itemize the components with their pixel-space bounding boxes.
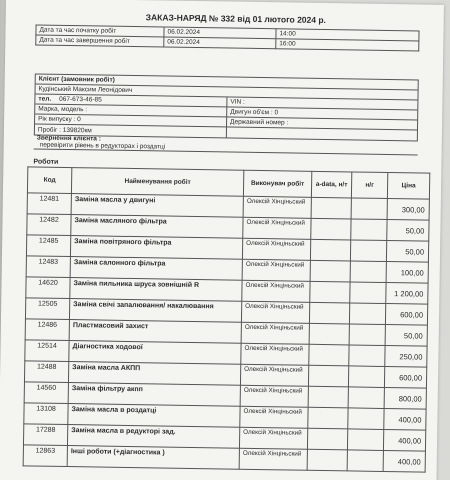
col-name: Найменування робіт <box>71 168 243 197</box>
work-executor: Олексій Хінціньский <box>239 427 307 449</box>
work-nh <box>349 303 385 325</box>
work-nh <box>350 261 386 283</box>
work-name: Заміна пильника шруса зовнішній R <box>70 278 242 302</box>
work-name: Заміна масла в роздатці <box>68 404 240 428</box>
client-block <box>34 73 419 141</box>
dates-table <box>35 24 419 51</box>
works-body <box>23 193 429 472</box>
work-price: 600,00 <box>384 366 426 388</box>
col-executor: Виконувач робіт <box>243 170 311 197</box>
work-code: 12488 <box>24 361 68 383</box>
col-price: Ціна <box>387 173 429 200</box>
work-code: 12482 <box>27 214 71 236</box>
work-a-data <box>307 428 347 450</box>
work-nh <box>348 387 384 409</box>
work-price: 800,00 <box>384 387 426 409</box>
work-a-data <box>309 344 349 366</box>
work-price: 50,00 <box>387 220 429 242</box>
work-executor: Олексій Хінціньский <box>242 238 310 260</box>
work-executor: Олексій Хінціньский <box>243 196 311 218</box>
work-price: 400,00 <box>383 450 425 472</box>
col-a-data: a-data, н/т <box>311 171 351 198</box>
col-code: Код <box>27 167 71 194</box>
work-code: 12481 <box>27 193 71 215</box>
work-code: 12486 <box>25 319 69 341</box>
complaint-text: перевірити рівень в редукторах і роздатці <box>39 141 166 151</box>
work-code: 14560 <box>24 382 68 404</box>
engine-volume: Двигун об'єм : 0 <box>226 107 417 119</box>
works-section-label: Роботи <box>33 158 59 166</box>
work-price: 100,00 <box>386 262 428 284</box>
work-executor: Олексій Хінціньский <box>241 343 309 365</box>
work-a-data <box>311 218 351 240</box>
work-code: 12863 <box>23 445 67 467</box>
work-code: 14620 <box>26 277 70 299</box>
client-section-label: Клієнт (замовник робіт) <box>36 74 418 90</box>
work-executor: Олексій Хінціньский <box>240 406 308 428</box>
work-executor: Олексій Хінціньский <box>242 280 310 302</box>
work-executor: Олексій Хінціньский <box>239 448 307 470</box>
vin-field: VIN : <box>226 97 417 109</box>
work-code: 12514 <box>25 340 69 362</box>
work-executor: Олексій Хінціньский <box>241 301 309 323</box>
work-a-data <box>309 323 349 345</box>
col-nh: н/г <box>351 172 387 199</box>
work-nh <box>350 282 386 304</box>
work-price: 50,00 <box>386 241 428 263</box>
document-title: ЗАКАЗ-НАРЯД № 332 від 01 лютого 2024 р. <box>145 12 327 26</box>
work-code: 12483 <box>26 256 70 278</box>
make-model: Марка, модель : <box>38 105 88 114</box>
end-label: Дата та час завершення робіт <box>36 35 164 47</box>
work-code: 12505 <box>25 298 69 320</box>
work-executor: Олексій Хінціньский <box>241 322 309 344</box>
work-executor: Олексій Хінціньский <box>240 364 308 386</box>
start-date: 06.02.2024 <box>164 27 276 39</box>
work-nh <box>347 450 383 472</box>
work-a-data <box>308 386 348 408</box>
work-price: 400,00 <box>383 429 425 451</box>
work-price: 300,00 <box>387 199 429 221</box>
work-nh <box>351 219 387 241</box>
work-executor: Олексій Хінціньский <box>242 259 310 281</box>
work-a-data <box>308 365 348 387</box>
work-code: 17288 <box>23 424 67 446</box>
work-executor: Олексій Хінціньский <box>240 385 308 407</box>
work-nh <box>348 408 384 430</box>
work-price: 1 200,00 <box>386 283 428 305</box>
work-name: Заміна масла в редукторі зад. <box>67 425 239 449</box>
mileage: Пробіг : 139820км <box>37 126 92 134</box>
license-plate: Державний номер : <box>226 117 417 129</box>
work-name: Заміна масла у двигуні <box>71 194 243 218</box>
work-name: Діагностика ходової <box>69 341 241 365</box>
year-of-manufacture: Рік випуску : 0 <box>38 115 81 124</box>
end-date: 06.02.2024 <box>164 37 276 49</box>
end-time: 16:00 <box>276 39 419 51</box>
phone-value: 067-673-46-85 <box>59 95 102 104</box>
client-name: Кудінський Максим Леонідович <box>35 84 417 100</box>
work-price: 50,00 <box>385 324 427 346</box>
work-executor: Олексій Хінціньский <box>243 217 311 239</box>
work-a-data <box>309 302 349 324</box>
start-label: Дата та час початку робіт <box>36 25 164 37</box>
work-a-data <box>310 260 350 282</box>
work-price: 600,00 <box>385 304 427 326</box>
work-name: Заміна повітряного фільтра <box>70 236 242 260</box>
work-name: Заміна салонного фільтра <box>70 257 242 281</box>
work-name: Пластмасовий захист <box>69 320 241 344</box>
complaint-label: Звернення клієнта : <box>36 134 101 143</box>
work-price: 250,00 <box>385 345 427 367</box>
work-price: 400,00 <box>384 408 426 430</box>
work-name: Заміна масла АКПП <box>68 362 240 386</box>
start-time: 14:00 <box>276 29 419 41</box>
work-nh <box>351 198 387 220</box>
work-nh <box>348 366 384 388</box>
work-name: Інші роботи (+діагностика ) <box>67 446 239 470</box>
work-nh <box>347 429 383 451</box>
works-table <box>23 166 431 472</box>
work-name: Заміна масляного фільтра <box>71 215 243 239</box>
work-a-data <box>308 407 348 429</box>
work-a-data <box>310 239 350 261</box>
work-name: Заміна свічі запалювання/ накалювання <box>69 299 241 323</box>
work-a-data <box>311 197 351 219</box>
work-nh <box>349 345 385 367</box>
work-code: 13108 <box>24 403 68 425</box>
work-a-data <box>310 281 350 303</box>
work-a-data <box>307 449 347 471</box>
work-nh <box>349 324 385 346</box>
work-nh <box>350 240 386 262</box>
work-code: 12485 <box>26 235 70 257</box>
work-name: Заміна фільтру акпп <box>68 383 240 407</box>
phone-label: тел. <box>38 95 52 103</box>
